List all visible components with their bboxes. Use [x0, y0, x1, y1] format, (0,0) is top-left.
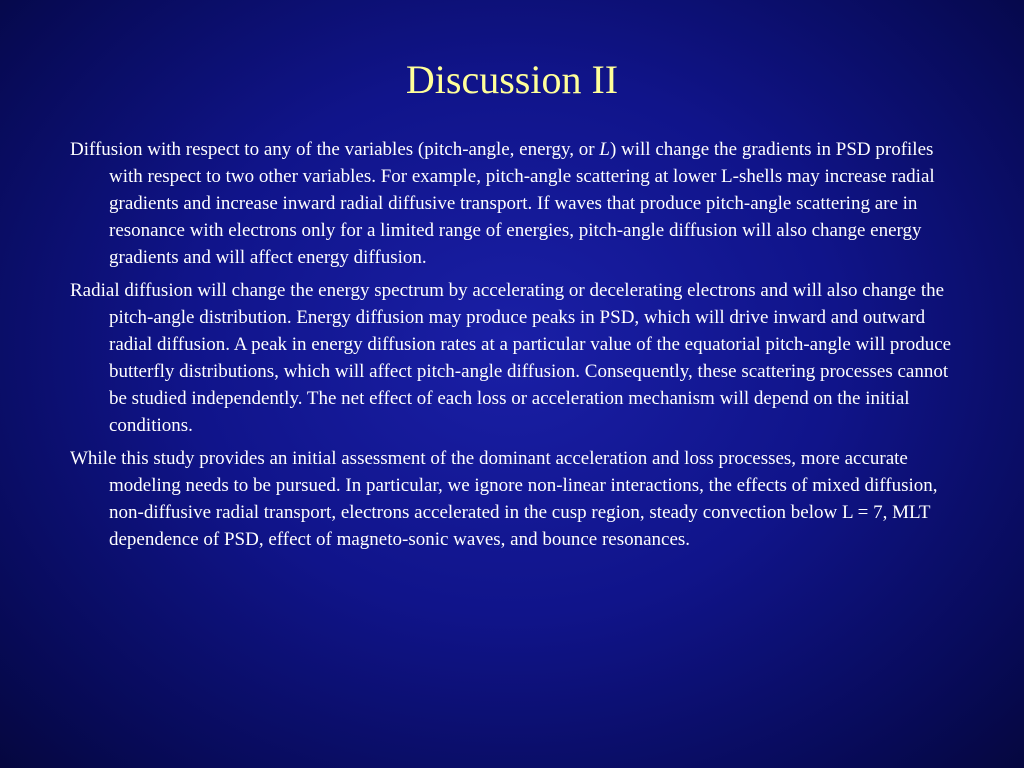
paragraph-diffusion	[70, 136, 970, 271]
paragraph-radial-diffusion: Radial diffusion will change the energy spectrum by accelerating or decelerating electrons and will also change the pitch-angle distribution. Energy diffusion may produce peaks in PSD, which will drive inward and outward radial diffusion. A peak in energy diffusion rates at a particular value of the equatorial pitch-angle will produce butterfly distributions, which will affect pitch-angle diffusion. Consequently, these scattering processes cannot be studied independently. The net effect of each loss or acceleration mechanism will depend on the initial conditions.	[70, 280, 952, 436]
paragraph-diffusion-text-end: ) will change the gradients in PSD profiles with respect to two other variables. For example, pitch-angle scattering at lower L-shells may increase radial gradients and increase inward radial diffusive transport. If waves that produce pitch-angle scattering are in resonance with electrons only for a limited range of energies, pitch-angle diffusion will also change energy gradients and will affect energy diffusion.	[109, 139, 935, 268]
paragraph-diffusion-italic-l: L	[599, 139, 610, 160]
paragraph-diffusion-text-start: Diffusion with respect to any of the variables (pitch-angle, energy, or	[70, 139, 600, 160]
paragraph-study-limitations: While this study provides an initial assessment of the dominant acceleration and loss processes, more accurate modeling needs to be pursued. In particular, we ignore non-linear interactions, the effects of mixed diffusion, non-diffusive radial transport, electrons accelerated in the cusp region, steady convection below L = 7, MLT dependence of PSD, effect of magneto-sonic waves, and bounce resonances.	[70, 448, 938, 550]
slide-body	[70, 136, 970, 559]
slide-title: Discussion II	[405, 57, 619, 102]
